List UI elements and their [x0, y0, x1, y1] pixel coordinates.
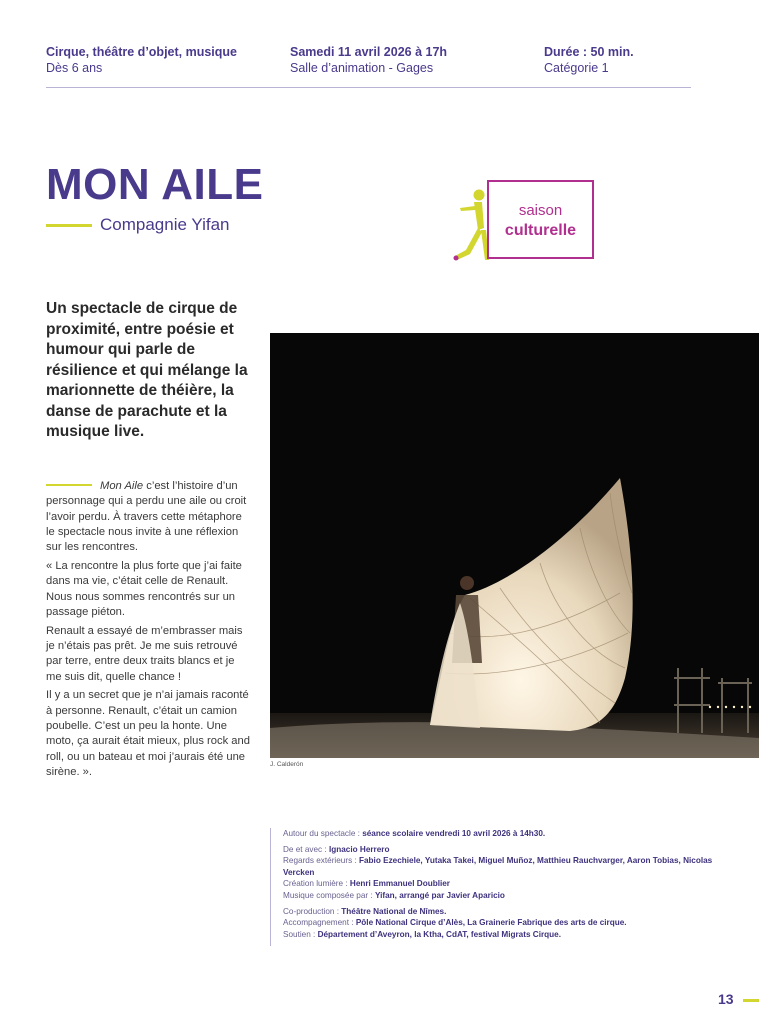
category: Catégorie 1: [544, 61, 609, 75]
header-genre: [46, 44, 237, 76]
header-divider: [46, 87, 691, 88]
body-paragraph-3: Renault a essayé de m’embrasser mais je n’étais pas prêt. Je me suis retrouvé par terre, entre deux traits blancs et je me suis dit, quelle chance !: [46, 624, 243, 683]
credit-label: Création lumière :: [283, 879, 350, 889]
saison-culturelle-logo: [487, 180, 594, 259]
credit-label: Accompagnement :: [283, 918, 356, 928]
credit-value: Théâtre National de Nîmes.: [341, 906, 447, 916]
company-accent-line: [46, 224, 92, 227]
performance-photo: [270, 333, 759, 758]
page-title: MON AILE: [46, 160, 264, 209]
credit-value: Département d’Aveyron, la Ktha, CdAT, festival Migrats Cirque.: [317, 929, 561, 939]
credit-de-et-avec: [283, 844, 743, 856]
age: Dès 6 ans: [46, 61, 103, 75]
page-number: 13: [718, 991, 734, 1007]
credit-soutien: [283, 929, 743, 941]
credit-label: Soutien :: [283, 929, 318, 939]
credit-label: Autour du spectacle :: [283, 829, 363, 838]
body-paragraph-1: [46, 479, 252, 555]
lead-paragraph: Un spectacle de cirque de proximité, entre poésie et humour qui parle de résilience et qui mélange la marionnette de théière, la danse de parachute et la musique live.: [46, 300, 248, 440]
credit-value: Henri Emmanuel Doublier: [349, 879, 450, 889]
header-duration: [544, 44, 634, 76]
credits-block: [270, 828, 743, 946]
credit-label: Musique composée par :: [283, 890, 375, 900]
credit-musique: [283, 890, 743, 902]
body-paragraph-4: Il y a un secret que je n’ai jamais raconté à personne. Renault, c’était un camion poubelle. C’est un peu la honte. Une moto, ça aurait était mieux, plus rock and roll, ou un bateau et moi j’aurais été une sirène. ».: [46, 689, 250, 778]
body-p1-text: c’est l’histoire d’un personnage qui a perdu une aile ou croit l’avoir perdu. À travers cette métaphore le spectacle nous invite à une réflexion sur les rencontres.: [46, 480, 247, 554]
credit-coproduction: [283, 906, 743, 918]
credit-label: Regards extérieurs :: [283, 856, 359, 866]
duration: Durée : 50 min.: [544, 45, 634, 59]
credit-label: Co-production :: [283, 906, 342, 916]
body-paragraph-2: « La rencontre la plus forte que j’ai faite dans ma vie, c’était celle de Renault. Nous nous sommes rencontrés sur un passage piéton.: [46, 559, 242, 618]
credit-accompagnement: [283, 917, 743, 929]
credit-value: Pôle National Cirque d’Alès, La Grainerie Fabrique des arts de cirque.: [355, 918, 627, 928]
show-title-inline: Mon Aile: [100, 480, 144, 492]
logo-line2: culturelle: [504, 222, 577, 239]
walking-figure-icon: [452, 188, 492, 263]
credit-regards: [283, 855, 743, 878]
photo-credit: J. Calderón: [270, 761, 304, 768]
credit-autour: [283, 828, 743, 840]
credit-value: Yifan, arrangé par Javier Aparicio: [374, 890, 505, 900]
company-name: Compagnie Yifan: [100, 215, 230, 234]
credit-value: séance scolaire vendredi 10 avril 2026 à 14h30.: [362, 829, 546, 838]
credit-value: Fabio Ezechiele, Yutaka Takei, Miguel Muñoz, Matthieu Rauchvarger, Aaron Tobias, Nicolas Vercken: [283, 856, 713, 877]
credit-lumiere: [283, 878, 743, 890]
venue: Salle d’animation - Gages: [290, 61, 434, 75]
date: Samedi 11 avril 2026 à 17h: [290, 45, 448, 59]
logo-line1: saison: [518, 202, 563, 219]
credit-value: Ignacio Herrero: [328, 844, 390, 854]
page-number-accent: [743, 999, 759, 1002]
genre: Cirque, théâtre d’objet, musique: [46, 45, 237, 59]
header-date: [290, 44, 447, 76]
body-text: [46, 479, 252, 784]
credit-label: De et avec :: [283, 844, 329, 854]
